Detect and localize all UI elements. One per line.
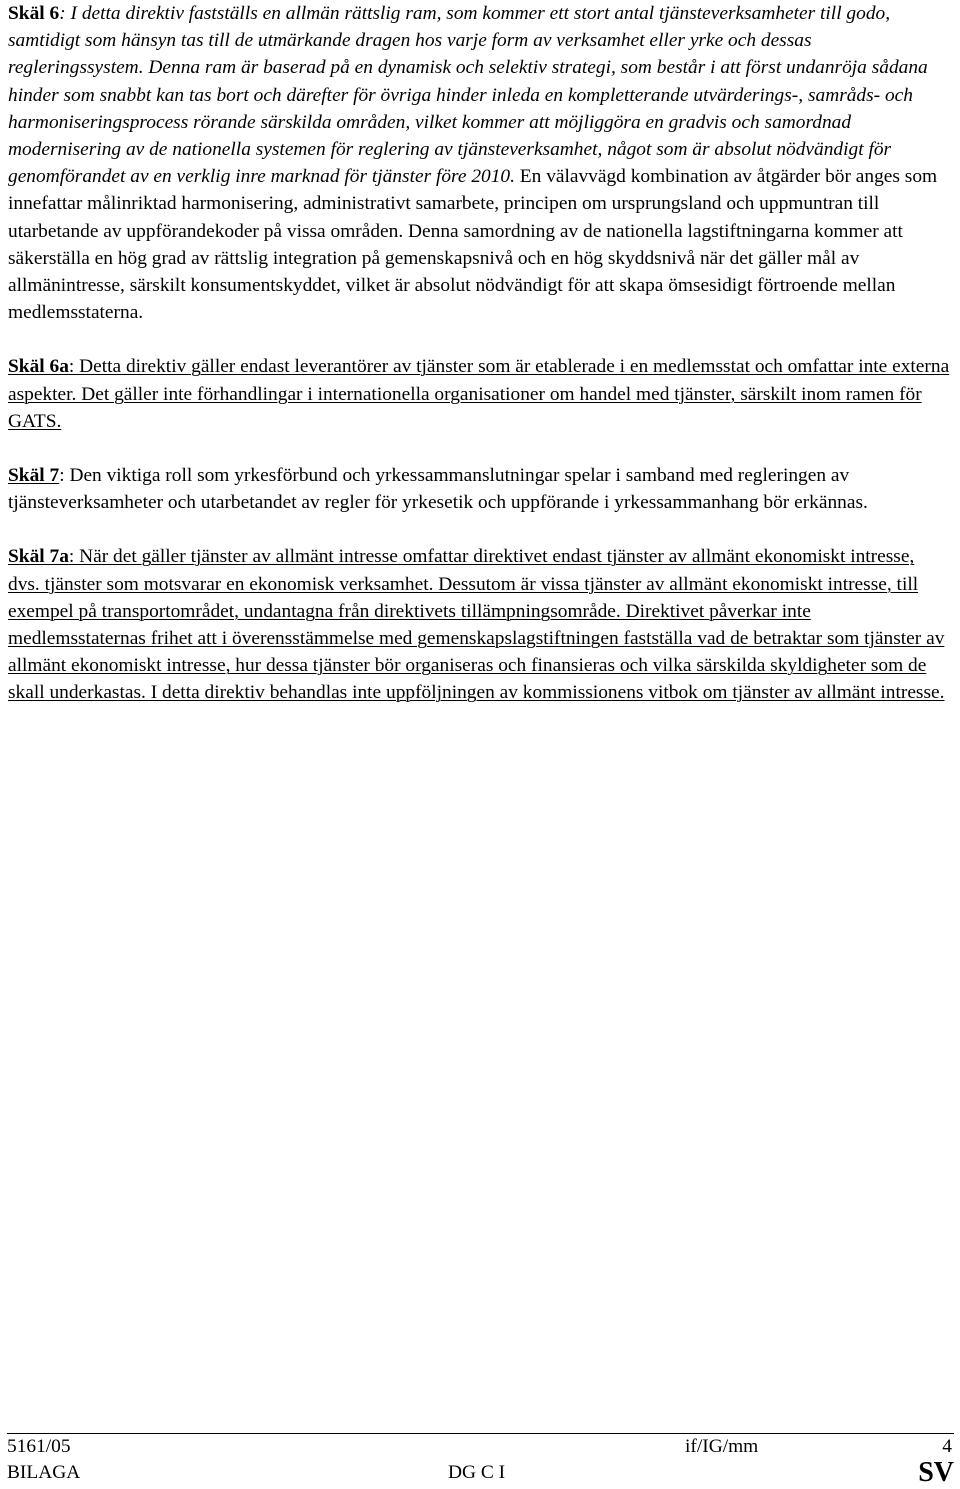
page-number: 4 <box>942 1436 952 1457</box>
paragraph-skal-7a <box>8 543 950 706</box>
recital-6a-text: : Detta direktiv gäller endast leverantörer av tjänster som är etablerade i en medlemsstat och omfattar inte externa aspekter. Det gäller inte förhandlingar i internationella organisationer om handel med tjänster, särskilt inom ramen för GATS. <box>8 356 950 432</box>
recital-label-7a: Skäl 7a <box>8 546 69 568</box>
recital-label-6a: Skäl 6a <box>8 356 69 378</box>
document-page <box>8 0 950 707</box>
paragraph-skal-6 <box>8 0 950 326</box>
annex-label: BILAGA <box>7 1462 81 1483</box>
recital-7-text: : Den viktiga roll som yrkesförbund och yrkessammanslutningar spelar i samband med regleringen av tjänsteverksamheter och utarbetandet av regler för yrkesetik och uppförande i yrkessammanhang bör erkännas. <box>8 465 868 514</box>
recital-6-roman-text: En välavvägd kombination av åtgärder bör anges som innefattar målinriktad harmonisering, administrativt samarbete, principen om ursprungsland och uppmuntran till utarbetande av uppförandekoder på vissa områden. Denna samordning av de nationella lagstiftningarna kommer att säkerställa en hög grad av rättslig integration på gemenskapsnivå och en hög skyddsnivå när det gäller mål av allmänintresse, särskilt konsumentskyddet, vilket är absolut nödvändigt för att skapa ömsesidigt förtroende mellan medlemsstaterna. <box>8 166 938 324</box>
footer-row-2 <box>7 1457 954 1488</box>
footer-row-1 <box>7 1434 954 1460</box>
page-footer <box>7 1433 954 1486</box>
recital-7a-text: : När det gäller tjänster av allmänt intresse omfattar direktivet endast tjänster av allmänt ekonomiskt intresse, dvs. tjänster som motsvarar en ekonomisk verksamhet. Dessutom är vissa tjänster av allmänt ekonomiskt intresse, till exempel på transportområdet, undantagna från direktivets tillämpningsområde. Direktivet påverkar inte medlemsstaternas frihet att i överensstämmelse med gemenskapslagstiftningen fastställa vad de betraktar som tjänster av allmänt ekonomiskt intresse, hur dessa tjänster bör organiseras och finansieras och vilka särskilda skyldigheter som de skall underkastas. I detta direktiv behandlas inte uppföljningen av kommissionens vitbok om tjänster av allmänt intresse. <box>8 546 945 704</box>
paragraph-skal-7 <box>8 462 950 516</box>
language-code: SV <box>918 1457 954 1488</box>
directorate-general: DG C I <box>448 1462 506 1483</box>
recital-label-6: Skäl 6 <box>8 3 60 24</box>
recital-6-italic-text: I detta direktiv fastställs en allmän rättslig ram, som kommer ett stort antal tjänsteverksamheter till godo, samtidigt som hänsyn tas till de utmärkande dragen hos varje form av verksamhet eller yrke och dessas regleringssystem. Denna ram är baserad på en dynamisk och selektiv strategi, som består i att först undanröja sådana hinder som snabbt kan tas bort och därefter för övriga hinder inleda en kompletterande utvärderings-, samråds- och harmoniseringsprocess rörande särskilda områden, vilket kommer att möjliggöra en gradvis och samordnad modernisering av de nationella systemen för reglering av tjänsteverksamhet, något som är absolut nödvändigt för genomförandet av en verklig inre marknad för tjänster före 2010. <box>8 3 928 188</box>
recital-label-7: Skäl 7 <box>8 465 60 487</box>
author-initials: if/IG/mm <box>685 1436 759 1457</box>
recital-6-colon: : <box>59 3 71 24</box>
document-number: 5161/05 <box>7 1436 71 1457</box>
paragraph-skal-6a <box>8 353 950 435</box>
